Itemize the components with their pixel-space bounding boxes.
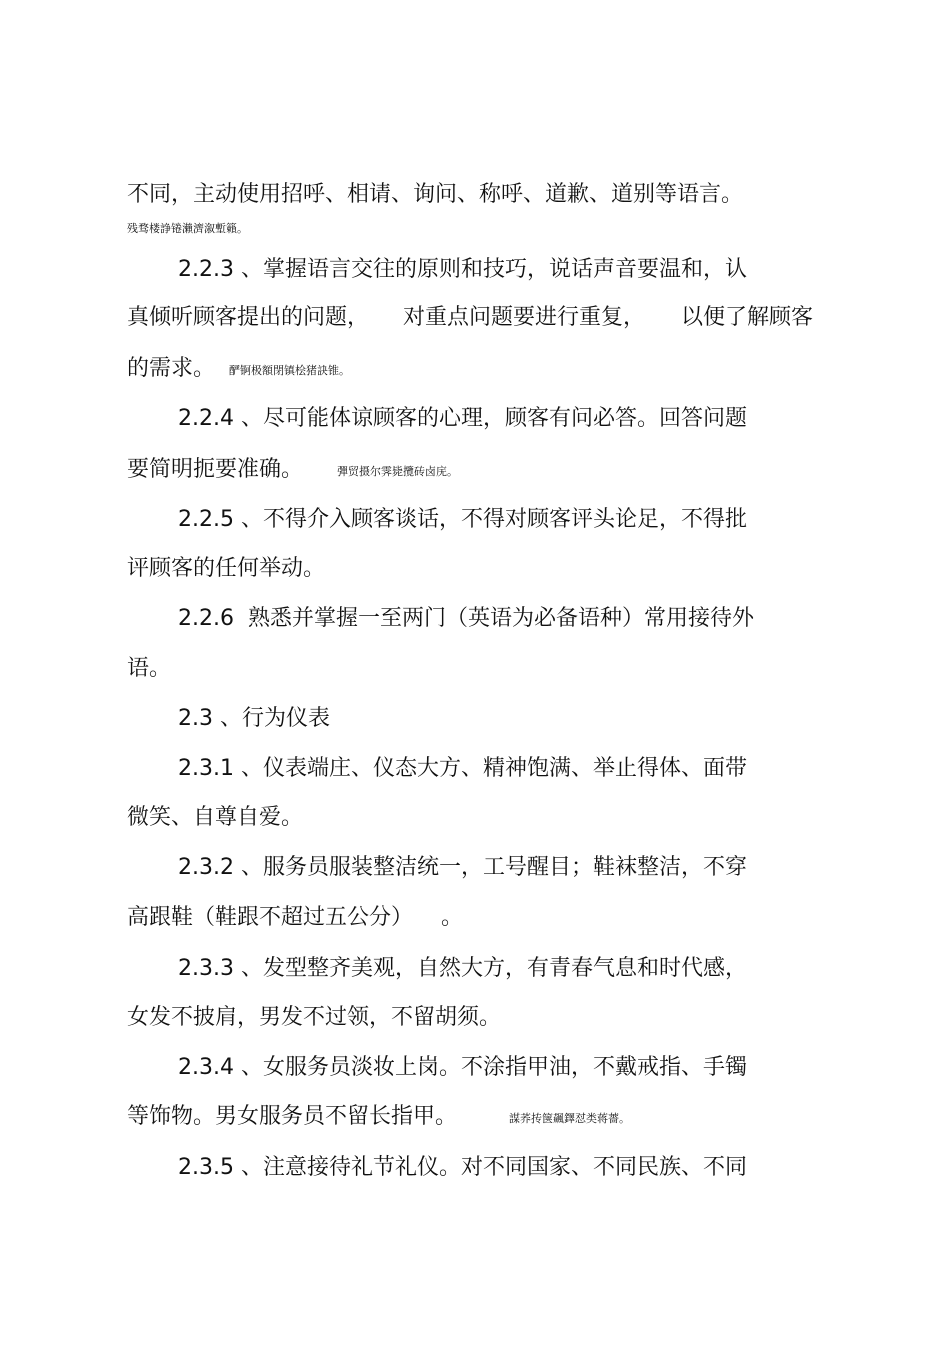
noise-text: 謀荞抟箧飆鐸怼类蒋薔。	[509, 1112, 630, 1125]
text-line: 要简明扼要准确。	[127, 457, 304, 482]
noise-text: 彈贸摄尔霁毙攬砖卤庑。	[337, 465, 458, 478]
text-line: 等饰物。男女服务员不留长指甲。	[127, 1104, 458, 1129]
section-heading: 2.3 、行为仪表	[178, 706, 330, 731]
noise-text: 酽锕极額閉镇桧猪訣锥。	[229, 364, 350, 377]
text-line: 2.2.5 、不得介入顾客谈话，不得对顾客评头论足，不得批	[178, 507, 747, 532]
text-line: 2.2.6 熟悉并掌握一至两门（英语为必备语种）常用接待外	[178, 606, 754, 631]
text-line: 2.3.5 、注意接待礼节礼仪。对不同国家、不同民族、不同	[178, 1155, 747, 1180]
noise-text: 残骛楼諍锩瀨濟溆塹籟。	[127, 222, 248, 235]
text-line: 微笑、自尊自爱。	[127, 805, 304, 830]
text-line: 2.2.3 、掌握语言交往的原则和技巧，说话声音要温和，认	[178, 257, 747, 282]
text-line: 评顾客的任何举动。	[127, 556, 326, 581]
text-line: 语。	[127, 656, 172, 681]
text-line: 女发不披肩，男发不过领，不留胡须。	[127, 1005, 502, 1030]
text-line: 以便了解顾客	[681, 305, 814, 330]
text-line: 2.3.1 、仪表端庄、仪态大方、精神饱满、举止得体、面带	[178, 756, 747, 781]
text-line: 的需求。	[127, 356, 216, 381]
text-line: 2.3.2 、服务员服装整洁统一，工号醒目；鞋袜整洁，不穿	[178, 855, 747, 880]
text-line: 2.3.4 、女服务员淡妆上岗。不涂指甲油，不戴戒指、手镯	[178, 1055, 747, 1080]
text-line: 高跟鞋（鞋跟不超过五公分）	[127, 905, 414, 930]
text-line: 2.3.3 、发型整齐美观，自然大方，有青春气息和时代感，	[178, 956, 747, 981]
text-line: 不同，主动使用招呼、相请、询问、称呼、道歉、道别等语言。	[127, 182, 744, 207]
text-line: 真倾听顾客提出的问题，	[127, 305, 370, 330]
text-line: 对重点问题要进行重复，	[403, 305, 646, 330]
text-line: 2.2.4 、尽可能体谅顾客的心理，顾客有问必答。回答问题	[178, 406, 747, 431]
text-line: 。	[441, 905, 464, 930]
